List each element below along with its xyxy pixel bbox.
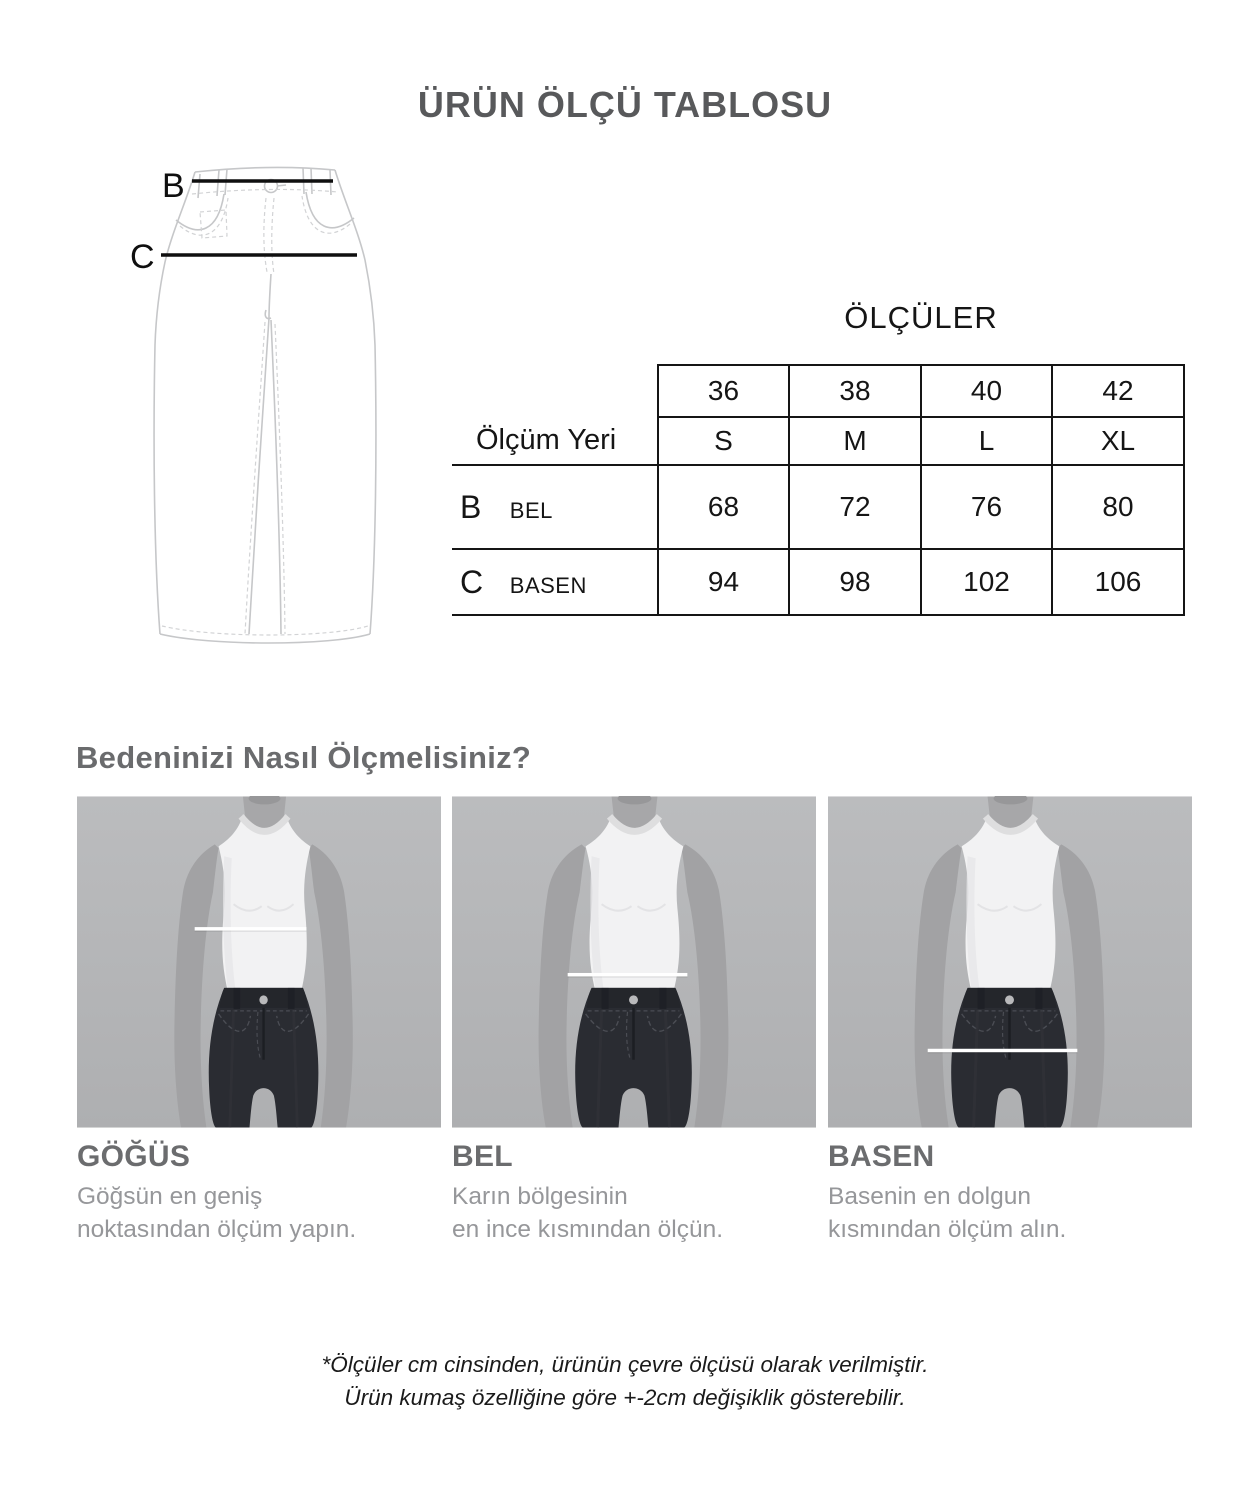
caption-title: BEL <box>452 1140 513 1173</box>
howto-heading: Bedeninizi Nasıl Ölçmelisiniz? <box>76 740 532 775</box>
row-code: B <box>460 488 482 525</box>
page-title: ÜRÜN ÖLÇÜ TABLOSU <box>417 84 833 125</box>
caption-title: BASEN <box>828 1140 935 1173</box>
table-row <box>452 365 1184 417</box>
caption-text: kısmından ölçüm alın. <box>828 1216 1067 1243</box>
caption-title: GÖĞÜS <box>77 1140 191 1173</box>
hip-measurement-line <box>928 1049 1078 1052</box>
caption-chest <box>77 1140 441 1246</box>
size-number-cell: 38 <box>789 365 921 417</box>
size-letter-cell: S <box>658 417 789 465</box>
size-letter-cell: M <box>789 417 921 465</box>
caption-text: Basenin en dolgun <box>828 1183 1031 1210</box>
caption-waist <box>452 1140 816 1246</box>
value-cell: 80 <box>1052 465 1184 549</box>
value-cell: 76 <box>921 465 1052 549</box>
size-number-cell: 36 <box>658 365 789 417</box>
footnote-line: Ürün kumaş özelliğine göre +-2cm değişiklik gösterebilir. <box>344 1385 906 1410</box>
size-letter-cell: L <box>921 417 1052 465</box>
footnote-line: *Ölçüler cm cinsinden, ürünün çevre ölçüsü olarak verilmiştir. <box>321 1352 929 1377</box>
caption-hips <box>828 1140 1192 1246</box>
table-title: ÖLÇÜLER <box>844 300 998 335</box>
value-cell: 102 <box>921 549 1052 615</box>
caption-text: en ince kısmından ölçün. <box>452 1216 724 1243</box>
row-code: C <box>460 563 484 600</box>
value-cell: 94 <box>658 549 789 615</box>
caption-text: noktasından ölçüm yapın. <box>77 1216 357 1243</box>
measure-photo-waist <box>452 796 816 1128</box>
skirt-line-drawing-icon <box>120 150 420 695</box>
skirt-sketch <box>120 150 420 695</box>
size-number-cell: 42 <box>1052 365 1184 417</box>
marker-label-b: B <box>162 167 185 205</box>
row-name: BASEN <box>509 572 587 598</box>
value-cell: 98 <box>789 549 921 615</box>
table-row <box>452 549 1184 615</box>
chest-measurement-line <box>195 927 307 930</box>
corner-label: Ölçüm Yeri <box>476 424 617 456</box>
value-cell: 72 <box>789 465 921 549</box>
value-cell: 106 <box>1052 549 1184 615</box>
value-cell: 68 <box>658 465 789 549</box>
measure-photo-hips <box>828 796 1192 1128</box>
table-row <box>452 465 1184 549</box>
table-row <box>452 417 1184 465</box>
caption-text: Karın bölgesinin <box>452 1183 628 1210</box>
size-letter-cell: XL <box>1052 417 1184 465</box>
row-name: BEL <box>509 497 553 523</box>
size-number-cell: 40 <box>921 365 1052 417</box>
footnote <box>0 1348 1250 1414</box>
caption-text: Göğsün en geniş <box>77 1183 263 1210</box>
size-table <box>452 364 1185 616</box>
marker-label-c: C <box>130 238 155 276</box>
waist-measurement-line <box>568 973 688 976</box>
measure-photo-chest <box>77 796 441 1128</box>
